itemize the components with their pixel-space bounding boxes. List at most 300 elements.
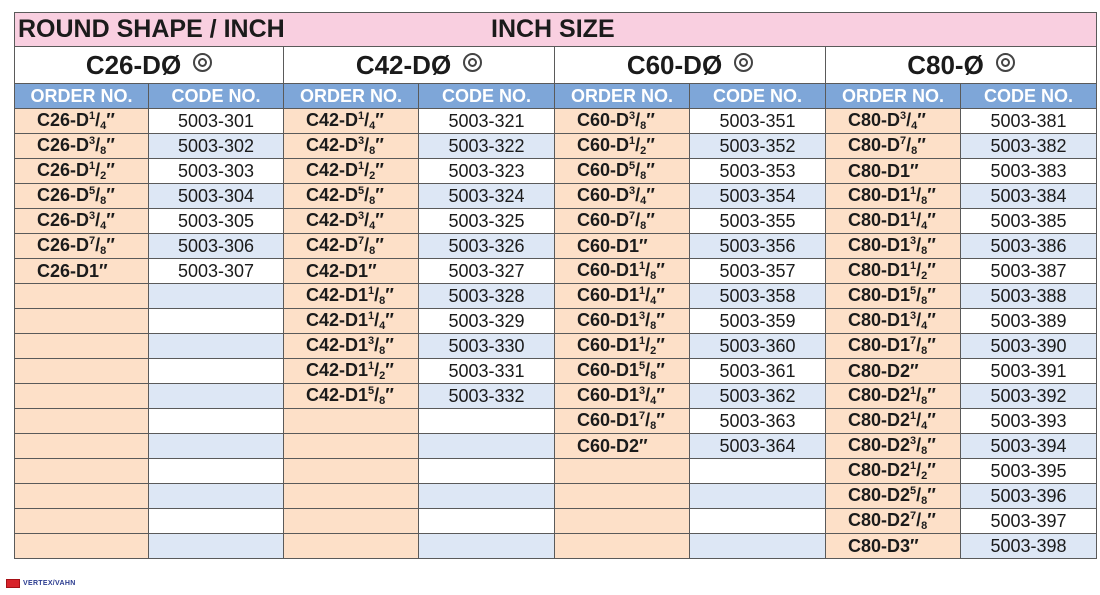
inch-mark: ″ xyxy=(375,160,384,180)
code-no-cell: 5003-384 xyxy=(961,184,1097,209)
order-no-cell xyxy=(555,284,690,309)
fraction-numerator: 1 xyxy=(910,410,917,422)
order-base: C26-D xyxy=(37,235,90,255)
code-no-cell xyxy=(419,409,555,434)
order-base: C80-D2″ xyxy=(848,360,919,381)
fraction-denominator: 8 xyxy=(640,120,647,132)
order-base: C60-D1 xyxy=(577,310,640,330)
code-no-cell xyxy=(690,534,826,559)
fraction-numerator: 1 xyxy=(910,460,917,472)
concentric-circle-icon xyxy=(463,53,482,72)
code-no-cell xyxy=(149,384,284,409)
code-no-cell: 5003-360 xyxy=(690,334,826,359)
code-no-cell: 5003-307 xyxy=(149,259,284,284)
inch-mark: ″ xyxy=(385,335,394,355)
code-no-cell: 5003-328 xyxy=(419,284,555,309)
order-base: C80-D2 xyxy=(848,385,911,405)
fraction-numerator: 1 xyxy=(910,385,917,397)
fraction-slash: / xyxy=(95,210,101,230)
table-row xyxy=(15,159,1097,184)
order-no-cell xyxy=(826,359,961,384)
order-no-header: ORDER NO. xyxy=(555,84,690,109)
fraction-denominator: 8 xyxy=(650,370,657,382)
inch-mark: ″ xyxy=(385,385,394,405)
order-no-cell xyxy=(555,209,690,234)
code-no-cell xyxy=(149,459,284,484)
order-no-cell xyxy=(15,184,149,209)
fraction-numerator: 3 xyxy=(629,185,636,197)
code-no-cell: 5003-302 xyxy=(149,134,284,159)
order-base: C80-D2 xyxy=(848,510,911,530)
order-no-cell xyxy=(15,334,149,359)
fraction-slash: / xyxy=(635,135,641,155)
table-row xyxy=(15,434,1097,459)
fraction-slash: / xyxy=(906,135,912,155)
order-no-cell xyxy=(555,409,690,434)
order-base: C42-D1″ xyxy=(306,260,377,281)
fraction-numerator: 5 xyxy=(89,185,96,197)
order-base: C80-D2 xyxy=(848,460,911,480)
inch-mark: ″ xyxy=(656,310,665,330)
fraction-denominator: 8 xyxy=(911,145,918,157)
order-no-cell xyxy=(15,159,149,184)
order-no-cell xyxy=(284,109,419,134)
order-no-cell xyxy=(826,334,961,359)
order-base: C80-D3″ xyxy=(848,535,919,556)
model-name: C60-DØ xyxy=(626,49,723,80)
inch-mark: ″ xyxy=(375,110,384,130)
order-no-cell xyxy=(284,284,419,309)
order-no-cell xyxy=(826,184,961,209)
fraction-numerator: 1 xyxy=(910,210,917,222)
fraction-numerator: 5 xyxy=(358,185,365,197)
fraction-denominator: 8 xyxy=(100,195,107,207)
inch-mark: ″ xyxy=(927,285,936,305)
fraction-slash: / xyxy=(916,285,922,305)
fraction-numerator: 3 xyxy=(910,310,917,322)
fraction-slash: / xyxy=(374,360,380,380)
code-no-cell xyxy=(690,459,826,484)
order-base: C26-D xyxy=(37,160,90,180)
code-no-cell: 5003-323 xyxy=(419,159,555,184)
order-base: C80-D2 xyxy=(848,435,911,455)
inch-mark: ″ xyxy=(106,160,115,180)
order-base: C42-D xyxy=(306,160,359,180)
order-no-cell xyxy=(284,359,419,384)
order-no-cell xyxy=(284,309,419,334)
order-no-cell xyxy=(826,159,961,184)
fraction-slash: / xyxy=(645,385,651,405)
fraction-numerator: 5 xyxy=(910,285,917,297)
code-no-cell: 5003-395 xyxy=(961,459,1097,484)
fraction-slash: / xyxy=(916,210,922,230)
fraction-slash: / xyxy=(916,235,922,255)
brand-name: VERTEX/VAHN xyxy=(23,579,76,587)
code-no-cell: 5003-355 xyxy=(690,209,826,234)
fraction-numerator: 5 xyxy=(629,160,636,172)
code-no-cell: 5003-363 xyxy=(690,409,826,434)
code-no-cell xyxy=(419,434,555,459)
order-no-cell xyxy=(15,409,149,434)
code-no-cell: 5003-397 xyxy=(961,509,1097,534)
code-no-cell: 5003-327 xyxy=(419,259,555,284)
order-base: C60-D1 xyxy=(577,360,640,380)
code-no-cell: 5003-324 xyxy=(419,184,555,209)
code-no-cell xyxy=(149,534,284,559)
fraction-slash: / xyxy=(916,435,922,455)
order-base: C60-D1 xyxy=(577,260,640,280)
fraction-slash: / xyxy=(95,235,101,255)
fraction-denominator: 8 xyxy=(369,245,376,257)
fraction-slash: / xyxy=(374,335,380,355)
code-no-cell: 5003-353 xyxy=(690,159,826,184)
order-no-cell xyxy=(826,134,961,159)
code-no-cell: 5003-387 xyxy=(961,259,1097,284)
order-base: C80-D xyxy=(848,110,901,130)
fraction-numerator: 7 xyxy=(629,210,636,222)
inch-mark: ″ xyxy=(375,210,384,230)
fraction-slash: / xyxy=(916,510,922,530)
order-no-cell xyxy=(555,159,690,184)
fraction-denominator: 8 xyxy=(100,245,107,257)
order-no-cell xyxy=(284,384,419,409)
fraction-numerator: 1 xyxy=(910,260,917,272)
fraction-slash: / xyxy=(916,385,922,405)
fraction-numerator: 5 xyxy=(639,360,646,372)
order-no-cell xyxy=(284,259,419,284)
table-row xyxy=(15,259,1097,284)
code-no-cell xyxy=(419,459,555,484)
model-name: C80-Ø xyxy=(907,49,984,80)
code-no-cell: 5003-357 xyxy=(690,259,826,284)
order-no-cell xyxy=(284,409,419,434)
order-base: C80-D xyxy=(848,135,901,155)
inch-mark: ″ xyxy=(385,360,394,380)
code-no-cell: 5003-356 xyxy=(690,234,826,259)
inch-mark: ″ xyxy=(375,135,384,155)
inch-mark: ″ xyxy=(927,335,936,355)
code-no-cell: 5003-352 xyxy=(690,134,826,159)
order-no-cell xyxy=(826,109,961,134)
order-base: C60-D xyxy=(577,110,630,130)
fraction-slash: / xyxy=(364,185,370,205)
fraction-denominator: 2 xyxy=(650,345,657,357)
fraction-denominator: 4 xyxy=(921,220,928,232)
order-no-cell xyxy=(15,134,149,159)
inch-mark: ″ xyxy=(656,335,665,355)
order-no-cell xyxy=(826,434,961,459)
fraction-slash: / xyxy=(95,135,101,155)
inch-mark: ″ xyxy=(656,410,665,430)
fraction-slash: / xyxy=(645,310,651,330)
code-no-cell: 5003-325 xyxy=(419,209,555,234)
fraction-slash: / xyxy=(906,110,912,130)
fraction-numerator: 3 xyxy=(639,385,646,397)
fraction-slash: / xyxy=(916,460,922,480)
code-no-cell: 5003-389 xyxy=(961,309,1097,334)
fraction-slash: / xyxy=(645,285,651,305)
fraction-numerator: 5 xyxy=(368,385,375,397)
fraction-numerator: 1 xyxy=(89,110,96,122)
table-row xyxy=(15,459,1097,484)
fraction-numerator: 1 xyxy=(368,285,375,297)
fraction-numerator: 7 xyxy=(900,135,907,147)
inch-mark: ″ xyxy=(646,110,655,130)
code-no-cell: 5003-381 xyxy=(961,109,1097,134)
code-no-header: CODE NO. xyxy=(690,84,826,109)
fraction-denominator: 4 xyxy=(379,320,386,332)
fraction-slash: / xyxy=(95,160,101,180)
fraction-numerator: 3 xyxy=(910,235,917,247)
fraction-numerator: 1 xyxy=(358,160,365,172)
inch-mark: ″ xyxy=(106,235,115,255)
order-base: C42-D1 xyxy=(306,310,369,330)
order-no-cell xyxy=(15,259,149,284)
inch-mark: ″ xyxy=(375,185,384,205)
fraction-slash: / xyxy=(916,185,922,205)
fraction-slash: / xyxy=(635,110,641,130)
code-no-cell xyxy=(419,484,555,509)
inch-mark: ″ xyxy=(106,135,115,155)
table-row xyxy=(15,284,1097,309)
fraction-slash: / xyxy=(95,110,101,130)
fraction-slash: / xyxy=(645,335,651,355)
code-no-cell: 5003-361 xyxy=(690,359,826,384)
order-no-cell xyxy=(284,209,419,234)
fraction-denominator: 8 xyxy=(921,445,928,457)
order-base: C60-D xyxy=(577,160,630,180)
code-no-cell: 5003-322 xyxy=(419,134,555,159)
fraction-slash: / xyxy=(916,310,922,330)
code-no-cell: 5003-332 xyxy=(419,384,555,409)
code-no-cell: 5003-388 xyxy=(961,284,1097,309)
fraction-numerator: 7 xyxy=(639,410,646,422)
inch-size-table xyxy=(14,12,1097,559)
fraction-denominator: 2 xyxy=(100,170,107,182)
fraction-slash: / xyxy=(916,260,922,280)
inch-mark: ″ xyxy=(927,485,936,505)
inch-mark: ″ xyxy=(656,385,665,405)
fraction-slash: / xyxy=(95,185,101,205)
order-no-cell xyxy=(15,309,149,334)
fraction-denominator: 8 xyxy=(650,320,657,332)
order-base: C42-D xyxy=(306,235,359,255)
concentric-circle-icon xyxy=(193,53,212,72)
table-row xyxy=(15,209,1097,234)
order-no-cell xyxy=(15,109,149,134)
fraction-denominator: 4 xyxy=(921,320,928,332)
fraction-slash: / xyxy=(364,160,370,180)
order-no-cell xyxy=(284,184,419,209)
order-base: C42-D1 xyxy=(306,285,369,305)
table-row xyxy=(15,484,1097,509)
code-no-cell: 5003-321 xyxy=(419,109,555,134)
order-no-cell xyxy=(15,209,149,234)
concentric-circle-icon xyxy=(734,53,753,72)
fraction-denominator: 4 xyxy=(650,395,657,407)
fraction-numerator: 7 xyxy=(910,510,917,522)
model-header xyxy=(826,47,1097,84)
order-base: C42-D1 xyxy=(306,335,369,355)
order-no-cell xyxy=(15,384,149,409)
code-no-cell xyxy=(149,509,284,534)
table-title-bar xyxy=(15,13,1097,47)
fraction-slash: / xyxy=(364,110,370,130)
order-no-cell xyxy=(555,359,690,384)
brand-flag-icon xyxy=(6,579,20,588)
fraction-slash: / xyxy=(364,135,370,155)
code-no-cell: 5003-386 xyxy=(961,234,1097,259)
fraction-numerator: 3 xyxy=(89,135,96,147)
order-base: C60-D xyxy=(577,135,630,155)
table-row xyxy=(15,134,1097,159)
code-no-cell: 5003-382 xyxy=(961,134,1097,159)
inch-mark: ″ xyxy=(646,185,655,205)
order-no-cell xyxy=(826,534,961,559)
fraction-denominator: 4 xyxy=(369,220,376,232)
order-no-header: ORDER NO. xyxy=(826,84,961,109)
order-no-cell xyxy=(826,384,961,409)
inch-mark: ″ xyxy=(917,135,926,155)
code-no-header: CODE NO. xyxy=(419,84,555,109)
code-no-cell: 5003-326 xyxy=(419,234,555,259)
fraction-slash: / xyxy=(916,410,922,430)
code-no-cell: 5003-362 xyxy=(690,384,826,409)
table-row xyxy=(15,184,1097,209)
fraction-denominator: 8 xyxy=(921,395,928,407)
fraction-denominator: 2 xyxy=(369,170,376,182)
order-no-cell xyxy=(15,284,149,309)
fraction-denominator: 8 xyxy=(379,345,386,357)
code-no-cell xyxy=(419,534,555,559)
order-no-header: ORDER NO. xyxy=(15,84,149,109)
fraction-slash: / xyxy=(374,285,380,305)
table-row xyxy=(15,409,1097,434)
order-no-cell xyxy=(555,184,690,209)
order-no-cell xyxy=(555,384,690,409)
fraction-slash: / xyxy=(635,210,641,230)
table-row xyxy=(15,359,1097,384)
fraction-numerator: 1 xyxy=(358,110,365,122)
code-no-cell xyxy=(149,409,284,434)
code-no-header: CODE NO. xyxy=(961,84,1097,109)
order-base: C42-D1 xyxy=(306,385,369,405)
fraction-slash: / xyxy=(374,385,380,405)
order-base: C80-D1 xyxy=(848,210,911,230)
order-no-cell xyxy=(15,234,149,259)
order-base: C26-D xyxy=(37,210,90,230)
fraction-numerator: 1 xyxy=(639,260,646,272)
inch-mark: ″ xyxy=(106,210,115,230)
model-header xyxy=(555,47,826,84)
product-size-table xyxy=(14,12,1096,559)
order-base: C60-D1 xyxy=(577,410,640,430)
order-no-cell xyxy=(15,509,149,534)
code-no-cell: 5003-351 xyxy=(690,109,826,134)
order-no-cell xyxy=(826,259,961,284)
code-no-cell xyxy=(149,359,284,384)
inch-mark: ″ xyxy=(927,435,936,455)
fraction-denominator: 4 xyxy=(369,120,376,132)
fraction-numerator: 3 xyxy=(358,210,365,222)
code-no-cell: 5003-396 xyxy=(961,484,1097,509)
inch-mark: ″ xyxy=(927,310,936,330)
fraction-denominator: 4 xyxy=(650,295,657,307)
fraction-denominator: 4 xyxy=(100,220,107,232)
order-base: C42-D xyxy=(306,135,359,155)
inch-mark: ″ xyxy=(385,310,394,330)
order-base: C60-D1 xyxy=(577,385,640,405)
order-base: C60-D xyxy=(577,210,630,230)
inch-mark: ″ xyxy=(375,235,384,255)
order-base: C42-D1 xyxy=(306,360,369,380)
fraction-denominator: 8 xyxy=(650,270,657,282)
fraction-denominator: 4 xyxy=(911,120,918,132)
fraction-denominator: 8 xyxy=(379,295,386,307)
code-no-cell xyxy=(690,484,826,509)
fraction-numerator: 3 xyxy=(910,435,917,447)
fraction-denominator: 8 xyxy=(921,520,928,532)
order-base: C60-D2″ xyxy=(577,435,648,456)
fraction-numerator: 1 xyxy=(629,135,636,147)
fraction-numerator: 7 xyxy=(910,335,917,347)
code-no-cell xyxy=(419,509,555,534)
fraction-numerator: 3 xyxy=(629,110,636,122)
fraction-denominator: 2 xyxy=(379,370,386,382)
order-base: C80-D1″ xyxy=(848,160,919,181)
order-base: C26-D xyxy=(37,135,90,155)
fraction-slash: / xyxy=(645,410,651,430)
code-no-cell: 5003-330 xyxy=(419,334,555,359)
inch-mark: ″ xyxy=(927,510,936,530)
order-no-cell xyxy=(15,459,149,484)
fraction-denominator: 8 xyxy=(369,195,376,207)
order-no-cell xyxy=(15,359,149,384)
fraction-slash: / xyxy=(364,210,370,230)
inch-mark: ″ xyxy=(106,110,115,130)
table-row xyxy=(15,384,1097,409)
order-no-cell xyxy=(826,484,961,509)
code-no-cell: 5003-359 xyxy=(690,309,826,334)
code-no-cell: 5003-354 xyxy=(690,184,826,209)
order-no-cell xyxy=(284,459,419,484)
table-row xyxy=(15,234,1097,259)
fraction-slash: / xyxy=(635,185,641,205)
inch-mark: ″ xyxy=(385,285,394,305)
fraction-numerator: 7 xyxy=(89,235,96,247)
fraction-denominator: 2 xyxy=(921,270,928,282)
order-no-cell xyxy=(555,309,690,334)
order-base: C80-D2 xyxy=(848,485,911,505)
order-base: C80-D1 xyxy=(848,235,911,255)
order-base: C80-D1 xyxy=(848,260,911,280)
fraction-numerator: 1 xyxy=(639,285,646,297)
fraction-denominator: 8 xyxy=(650,420,657,432)
model-header xyxy=(15,47,284,84)
order-base: C42-D xyxy=(306,210,359,230)
order-base: C42-D xyxy=(306,110,359,130)
order-base: C80-D1 xyxy=(848,335,911,355)
order-no-cell xyxy=(284,159,419,184)
order-base: C80-D1 xyxy=(848,185,911,205)
order-no-cell xyxy=(826,509,961,534)
code-no-cell xyxy=(149,484,284,509)
code-no-cell: 5003-391 xyxy=(961,359,1097,384)
code-no-cell: 5003-331 xyxy=(419,359,555,384)
order-no-cell xyxy=(284,534,419,559)
code-no-cell xyxy=(149,309,284,334)
order-no-cell xyxy=(826,309,961,334)
